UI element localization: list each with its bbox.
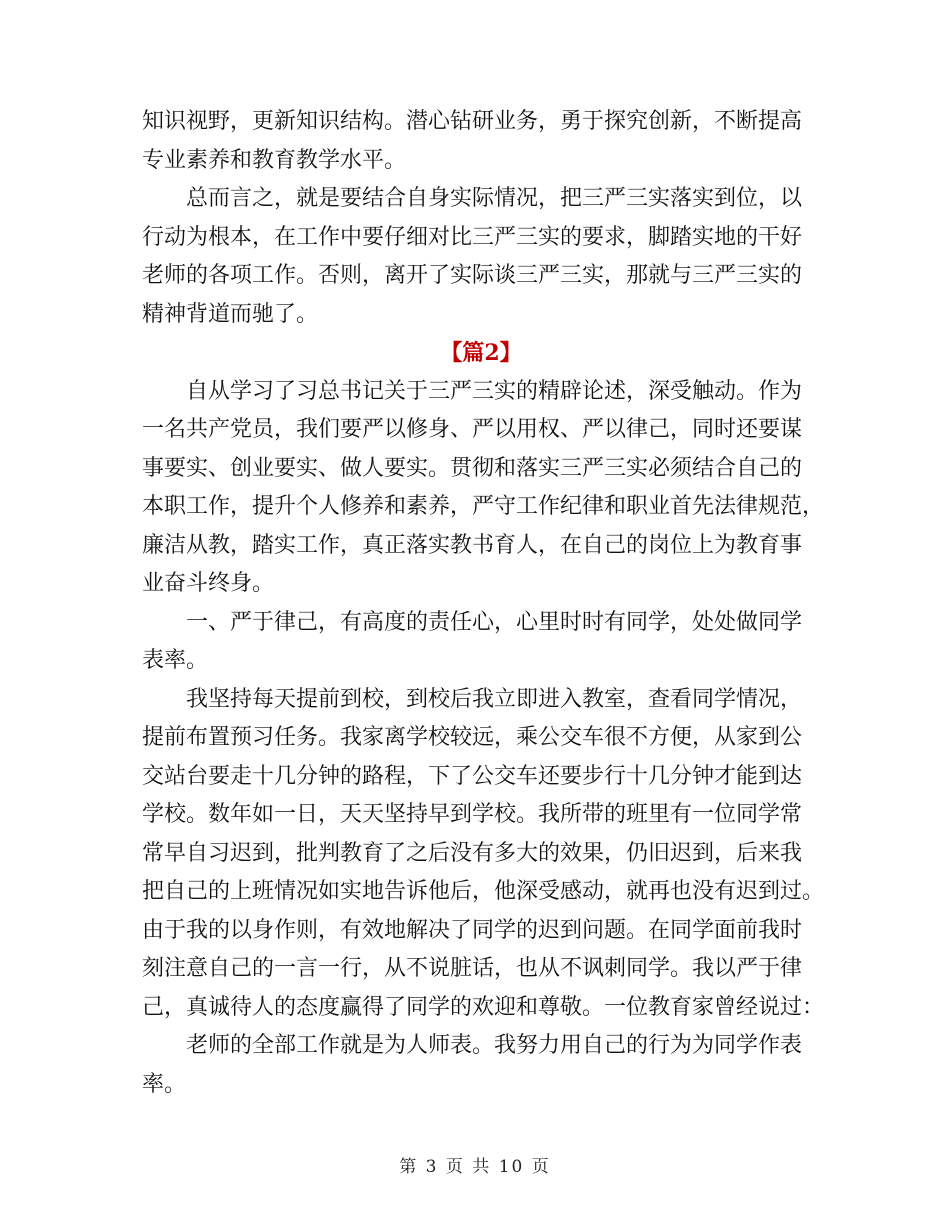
body-line: 一名共产党员，我们要严以修身、严以用权、严以律己，同时还要谋 bbox=[142, 417, 803, 442]
body-line: 业奋斗终身。 bbox=[142, 571, 275, 596]
body-line: 学校。数年如一日，天天坚持早到学校。我所带的班里有一位同学常 bbox=[142, 802, 803, 827]
body-line: 老师的全部工作就是为人师表。我努力用自己的行为为同学作表 bbox=[186, 1033, 803, 1058]
body-line: 自从学习了习总书记关于三严三实的精辟论述，深受触动。作为 bbox=[186, 378, 803, 404]
body-line: 表率。 bbox=[142, 648, 209, 673]
body-line: 由于我的以身作则，有效地解决了同学的迟到问题。在同学面前我时 bbox=[142, 917, 803, 943]
body-line: 率。 bbox=[142, 1071, 187, 1097]
body-line: 交站台要走十几分钟的路程，下了公交车还要步行十几分钟才能到达 bbox=[142, 763, 803, 789]
body-line: 老师的各项工作。否则，离开了实际谈三严三实，那就与三严三实的 bbox=[142, 263, 803, 288]
body-line: 一、严于律己，有高度的责任心，心里时时有同学，处处做同学 bbox=[186, 609, 803, 635]
body-line: 精神背道而驰了。 bbox=[142, 301, 319, 327]
body-line: 把自己的上班情况如实地告诉他后，他深受感动，就再也没有迟到过。 bbox=[142, 879, 825, 904]
body-line: 我坚持每天提前到校，到校后我立即进入教室，查看同学情况， bbox=[186, 686, 803, 712]
body-line: 刻注意自己的一言一行，从不说脏话，也从不讽刺同学。我以严于律 bbox=[142, 956, 803, 981]
body-line: 廉洁从教，踏实工作，真正落实教书育人，在自己的岗位上为教育事 bbox=[142, 532, 803, 558]
body-line: 事要实、创业要实、做人要实。贯彻和落实三严三实必须结合自己的 bbox=[142, 455, 803, 481]
page-number-footer: 第 3 页 共 10 页 bbox=[399, 1157, 551, 1177]
body-line: 提前布置预习任务。我家离学校较远，乘公交车很不方便，从家到公 bbox=[142, 725, 803, 750]
body-line: 常早自习迟到，批判教育了之后没有多大的效果，仍旧迟到，后来我 bbox=[142, 840, 803, 866]
body-line: 己，真诚待人的态度赢得了同学的欢迎和尊敬。一位教育家曾经说过： bbox=[142, 994, 825, 1020]
body-line: 总而言之，就是要结合自身实际情况，把三严三实落实到位，以 bbox=[186, 186, 803, 211]
section-heading: 【篇2】 bbox=[440, 340, 522, 366]
body-line: 行动为根本，在工作中要仔细对比三严三实的要求，脚踏实地的干好 bbox=[142, 224, 803, 250]
document-body bbox=[142, 103, 825, 1104]
body-line: 专业素养和教育教学水平。 bbox=[142, 147, 407, 173]
body-line: 本职工作，提升个人修养和素养，严守工作纪律和职业首先法律规范， bbox=[142, 494, 825, 519]
body-line: 知识视野，更新知识结构。潜心钻研业务，勇于探究创新，不断提高 bbox=[142, 109, 803, 134]
